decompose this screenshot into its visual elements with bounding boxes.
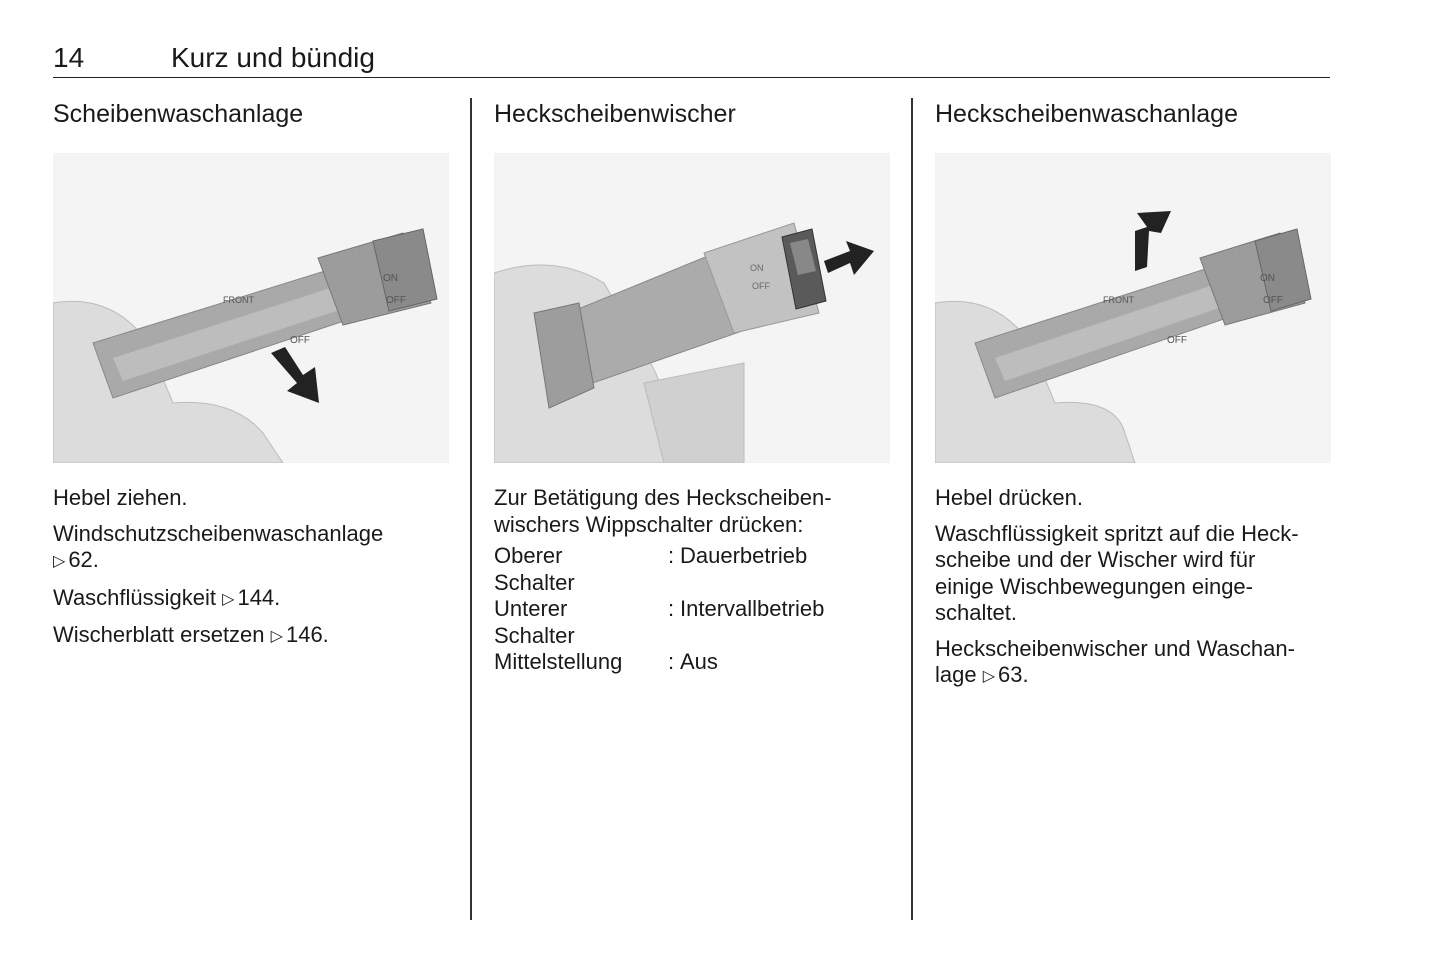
svg-text:OFF: OFF bbox=[1263, 295, 1283, 306]
table-key: Unterer Schalter bbox=[494, 596, 575, 648]
section-scheibenwaschanlage bbox=[53, 98, 453, 660]
paragraph: Hebel ziehen. bbox=[53, 485, 188, 510]
wiper-stalk-illustration bbox=[53, 153, 449, 463]
chapter-title: Kurz und bündig bbox=[171, 42, 375, 73]
svg-text:ON: ON bbox=[1260, 273, 1275, 284]
switch-positions-table bbox=[494, 543, 824, 676]
table-value: Intervallbetrieb bbox=[680, 596, 825, 621]
column-divider bbox=[470, 98, 472, 920]
arrow-reference-icon: ▷ bbox=[53, 553, 66, 570]
table-value: Dauerbetrieb bbox=[680, 543, 808, 568]
paragraph: Waschflüssigkeit spritzt auf die Heck- scheibe und der Wischer wird für einige Wischbewegungen einge- schaltet. bbox=[935, 520, 1299, 625]
section-heckscheibenwaschanlage bbox=[935, 98, 1335, 700]
paragraph: Wischerblatt ersetzen ▷ 146. bbox=[53, 622, 453, 651]
section-heckscheibenwischer bbox=[494, 98, 894, 676]
table-key: Mittelstellung bbox=[494, 649, 623, 674]
table-row: Unterer Schalter : Intervallbetrieb bbox=[494, 596, 825, 648]
page-reference[interactable]: 62. bbox=[68, 547, 99, 572]
paragraph: Hebel drücken. bbox=[935, 485, 1083, 510]
page-reference[interactable]: 144. bbox=[237, 584, 281, 610]
section-text bbox=[494, 485, 894, 676]
column-divider bbox=[911, 98, 913, 920]
page-number: 14 bbox=[53, 42, 85, 73]
section-heading: Heckscheibenwaschanlage bbox=[935, 100, 1238, 128]
wiper-stalk-illustration bbox=[494, 153, 890, 463]
svg-text:FRONT: FRONT bbox=[223, 295, 254, 305]
arrow-reference-icon: ▷ bbox=[982, 668, 996, 685]
paragraph: Zur Betätigung des Heckscheiben- wischers Wippschalter drücken: bbox=[494, 485, 832, 537]
svg-text:OFF: OFF bbox=[1167, 335, 1187, 346]
page-reference[interactable]: 146. bbox=[285, 622, 329, 647]
table-key: Oberer Schalter bbox=[494, 543, 575, 595]
page-header bbox=[53, 40, 1330, 78]
paragraph: Windschutzscheibenwaschanlage ▷ 62. bbox=[53, 521, 453, 576]
paragraph: Heckscheibenwischer und Waschan- lage ▷ 63. bbox=[935, 636, 1335, 691]
svg-text:ON: ON bbox=[383, 273, 398, 284]
table-value: Aus bbox=[680, 649, 718, 674]
section-text bbox=[935, 485, 1335, 691]
section-text bbox=[53, 485, 453, 651]
section-heading: Heckscheibenwischer bbox=[494, 100, 736, 128]
arrow-reference-icon: ▷ bbox=[222, 590, 235, 608]
paragraph: Waschflüssigkeit ▷ 144. bbox=[53, 585, 453, 614]
table-row: Oberer Schalter : Dauerbetrieb bbox=[494, 543, 824, 596]
svg-text:ON: ON bbox=[750, 263, 764, 273]
section-heading: Scheibenwaschanlage bbox=[53, 100, 304, 128]
arrow-reference-icon: ▷ bbox=[270, 628, 283, 645]
svg-text:OFF: OFF bbox=[752, 281, 770, 291]
svg-text:FRONT: FRONT bbox=[1103, 295, 1134, 305]
svg-text:OFF: OFF bbox=[290, 335, 310, 346]
wiper-stalk-illustration bbox=[935, 153, 1331, 463]
page-reference[interactable]: 63. bbox=[998, 662, 1029, 687]
table-row: Mittelstellung : Aus bbox=[494, 649, 824, 676]
svg-text:OFF: OFF bbox=[386, 295, 406, 306]
